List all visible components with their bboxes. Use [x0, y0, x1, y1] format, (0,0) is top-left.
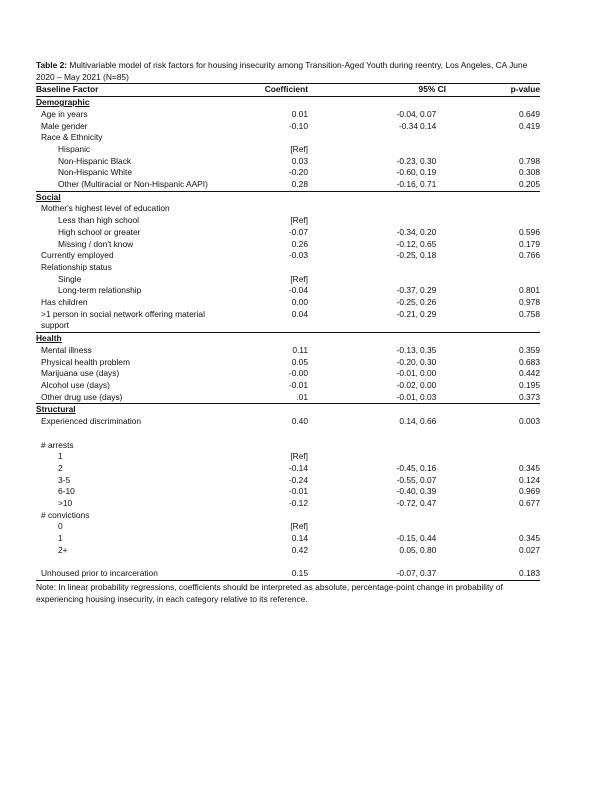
coefficient-cell: -0.03	[288, 250, 308, 261]
coefficient-cell: 0.05	[291, 356, 308, 367]
p-value-cell: 0.798	[519, 155, 540, 166]
ci-upper-cell: 0.07	[420, 108, 437, 119]
table-row	[36, 451, 540, 463]
factor-cell: Race & Ethnicity	[41, 132, 103, 143]
table-header-row	[36, 84, 540, 97]
spacer-cell	[36, 428, 540, 440]
ci-lower-cell	[318, 510, 420, 522]
table-row	[36, 227, 540, 239]
spacer-row	[36, 428, 540, 440]
p-value-cell: 0.359	[519, 344, 540, 355]
factor-cell: Mother's highest level of education	[41, 203, 170, 214]
ci-lower-cell	[318, 274, 420, 286]
ci-upper-cell	[420, 510, 448, 522]
ci-upper-cell: 0.00	[420, 379, 437, 390]
factor-cell: Physical health problem	[41, 356, 130, 367]
coefficient-cell: 0.14	[291, 533, 308, 544]
p-value-cell: 0.649	[519, 108, 540, 119]
p-value-cell: 0.677	[519, 498, 540, 509]
ci-lower-cell: -0.04,	[396, 108, 418, 119]
table-row	[36, 521, 540, 533]
factor-cell: 0	[58, 521, 63, 532]
table-row	[36, 498, 540, 510]
table-row	[36, 297, 540, 309]
factor-cell: # convictions	[41, 509, 90, 520]
ci-lower-cell: -0.40,	[396, 486, 418, 497]
table-row	[36, 568, 540, 580]
coefficient-cell: 0.40	[291, 416, 308, 427]
table-row	[36, 533, 540, 545]
factor-cell: High school or greater	[58, 226, 141, 237]
p-value-cell	[448, 132, 540, 144]
ci-upper-cell	[420, 274, 448, 286]
ci-lower-cell: -0.34,	[396, 226, 418, 237]
coefficient-cell: -0.14	[288, 462, 308, 473]
ci-lower-cell: -0.01,	[396, 368, 418, 379]
ci-upper-cell: 0.16	[420, 462, 437, 473]
p-value-cell	[448, 144, 540, 156]
ci-lower-cell: -0.72,	[396, 498, 418, 509]
ci-lower-cell	[318, 215, 420, 227]
ci-lower-cell: 0.05,	[399, 544, 418, 555]
ci-upper-cell: 0.26	[420, 297, 437, 308]
ci-lower-cell: -0.02,	[396, 379, 418, 390]
ci-upper-cell: 0.29	[420, 308, 437, 319]
factor-cell: Age in years	[41, 108, 88, 119]
ci-lower-cell: -0.60,	[396, 167, 418, 178]
table-row	[36, 167, 540, 179]
p-value-cell	[448, 440, 540, 452]
table-row	[36, 239, 540, 251]
table-caption-label: Table 2:	[36, 60, 68, 70]
table-row	[36, 368, 540, 380]
factor-cell: 1	[58, 451, 63, 462]
coefficient-cell: -0.04	[288, 285, 308, 296]
spacer-cell	[36, 557, 540, 569]
factor-cell: 3-5	[58, 474, 71, 485]
factor-cell: # arrests	[41, 439, 74, 450]
ci-lower-cell: -0.01,	[396, 391, 418, 402]
table-caption-text: Multivariable model of risk factors for housing insecurity among Transition-Aged Youth during reentry, Los Angeles, CA June 2020 – May 2021 (N=85)	[36, 60, 528, 82]
section-header: Structural	[36, 404, 540, 416]
coefficient-cell: -0.01	[288, 379, 308, 390]
coefficient-cell	[226, 262, 318, 274]
table-row	[36, 215, 540, 227]
regression-table	[36, 83, 540, 581]
ci-lower-cell	[318, 262, 420, 274]
ci-lower-cell	[318, 521, 420, 533]
factor-cell: Other drug use (days)	[41, 391, 123, 402]
ci-lower-cell: -0.37,	[396, 285, 418, 296]
coefficient-cell: 0.26	[291, 238, 308, 249]
coefficient-cell: -0.20	[288, 167, 308, 178]
table-row	[36, 274, 540, 286]
factor-cell: Alcohol use (days)	[41, 379, 110, 390]
header-p-value: p-value	[448, 84, 540, 97]
table-row	[36, 486, 540, 498]
section-header-row	[36, 191, 540, 203]
ci-lower-cell: -0.25,	[396, 297, 418, 308]
p-value-cell	[448, 510, 540, 522]
table-row	[36, 357, 540, 369]
p-value-cell	[448, 521, 540, 533]
coefficient-cell: -0.01	[288, 486, 308, 497]
ci-upper-cell: 0.03	[420, 391, 437, 402]
p-value-cell	[448, 451, 540, 463]
table-row	[36, 475, 540, 487]
ci-upper-cell: 0.37	[420, 568, 448, 580]
section-header: Demographic	[36, 97, 90, 108]
p-value-cell: 0.969	[519, 486, 540, 497]
ci-lower-cell: -0.21,	[396, 308, 418, 319]
ci-upper-cell: 0.71	[420, 179, 437, 190]
table-row	[36, 545, 540, 557]
factor-cell: Mental illness	[41, 344, 92, 355]
p-value-cell	[448, 262, 540, 274]
p-value-cell: 0.978	[519, 297, 540, 308]
coefficient-cell	[226, 510, 318, 522]
section-header: Social	[36, 191, 540, 203]
table-row	[36, 203, 540, 215]
factor-cell: Unhoused prior to incarceration	[36, 568, 226, 580]
coefficient-cell	[226, 440, 318, 452]
ci-lower-cell: -0.45,	[396, 462, 418, 473]
ci-upper-cell: 0.00	[420, 368, 437, 379]
factor-cell: Marijuana use (days)	[41, 368, 120, 379]
ci-upper-cell: 0.14	[420, 120, 437, 131]
coefficient-cell: 0.11	[292, 344, 308, 355]
factor-cell: Long-term relationship	[58, 285, 142, 296]
spacer-row	[36, 557, 540, 569]
ci-lower-cell: -0.25,	[396, 250, 418, 261]
ci-upper-cell: 0.39	[420, 486, 437, 497]
p-value-cell: 0.183	[448, 568, 540, 580]
coefficient-cell: 0.01	[291, 108, 308, 119]
ci-upper-cell	[420, 521, 448, 533]
factor-cell: Hispanic	[58, 143, 91, 154]
ci-lower-cell	[318, 132, 420, 144]
ci-lower-cell: -0.20,	[396, 356, 418, 367]
p-value-cell: 0.345	[519, 462, 540, 473]
factor-cell: >1 person in social network offering material support	[41, 308, 205, 331]
p-value-cell: 0.419	[519, 120, 540, 131]
coefficient-cell: 0.15	[226, 568, 318, 580]
coefficient-cell: .01	[296, 391, 308, 402]
p-value-cell: 0.205	[519, 179, 540, 190]
coefficient-cell: -0.07	[288, 226, 308, 237]
ci-lower-cell	[318, 451, 420, 463]
ci-lower-cell: -0.15,	[396, 533, 418, 544]
ci-lower-cell: -0.16,	[396, 179, 418, 190]
factor-cell: >10	[58, 498, 73, 509]
ci-lower-cell: -0.55,	[396, 474, 418, 485]
coefficient-cell: [Ref]	[290, 143, 308, 154]
ci-upper-cell: 0.44	[420, 533, 437, 544]
ci-upper-cell: 0.30	[420, 155, 437, 166]
factor-cell: 2	[58, 462, 63, 473]
header-baseline-factor: Baseline Factor	[36, 84, 226, 97]
p-value-cell	[448, 215, 540, 227]
section-header-row	[36, 97, 540, 109]
table-row	[36, 132, 540, 144]
ci-upper-cell: 0.20	[420, 226, 437, 237]
table-row	[36, 440, 540, 452]
p-value-cell: 0.758	[519, 308, 540, 319]
header-95-ci: 95% CI	[318, 84, 448, 97]
ci-upper-cell	[420, 440, 448, 452]
coefficient-cell: [Ref]	[290, 273, 308, 284]
factor-cell: Experienced discrimination	[41, 416, 142, 427]
coefficient-cell: 0.00	[291, 297, 308, 308]
factor-cell: Non-Hispanic White	[58, 167, 133, 178]
table-row	[36, 345, 540, 357]
coefficient-cell: [Ref]	[290, 215, 308, 226]
factor-cell: Single	[58, 273, 82, 284]
factor-cell: 2+	[58, 544, 68, 555]
ci-lower-cell: -0.12,	[396, 238, 418, 249]
table-note: Note: In linear probability regressions, coefficients should be interpreted as absolute, percentage-point change in probability of experiencing housing insecurity, in each category relative to its reference.	[36, 581, 503, 604]
factor-cell: 6-10	[58, 486, 75, 497]
header-coefficient: Coefficient	[226, 84, 318, 97]
p-value-cell: 0.596	[519, 226, 540, 237]
ci-upper-cell: 0.18	[420, 250, 437, 261]
table-row	[36, 392, 540, 404]
ci-lower-cell	[318, 203, 420, 215]
p-value-cell: 0.195	[519, 379, 540, 390]
ci-lower-cell: -0.23,	[396, 155, 418, 166]
ci-upper-cell: 0.19	[420, 167, 437, 178]
section-header-row	[36, 404, 540, 416]
coefficient-cell	[226, 132, 318, 144]
ci-lower-cell	[318, 144, 420, 156]
factor-cell: Missing / don't know	[58, 238, 134, 249]
p-value-cell: 0.801	[519, 285, 540, 296]
factor-cell: Relationship status	[41, 261, 112, 272]
factor-cell: Male gender	[41, 120, 88, 131]
ci-upper-cell: 0.65	[420, 238, 437, 249]
ci-upper-cell	[420, 215, 448, 227]
ci-upper-cell	[420, 203, 448, 215]
coefficient-cell	[226, 203, 318, 215]
table-row	[36, 262, 540, 274]
p-value-cell: 0.442	[519, 368, 540, 379]
p-value-cell: 0.345	[519, 533, 540, 544]
ci-upper-cell: 0.80	[420, 544, 437, 555]
table-row	[36, 510, 540, 522]
ci-upper-cell: 0.07	[420, 474, 437, 485]
coefficient-cell: [Ref]	[290, 451, 308, 462]
p-value-cell: 0.683	[519, 356, 540, 367]
factor-cell: Currently employed	[41, 250, 114, 261]
coefficient-cell: -0.00	[288, 368, 308, 379]
document-page	[36, 60, 540, 605]
p-value-cell	[448, 274, 540, 286]
factor-cell: Non-Hispanic Black	[58, 155, 132, 166]
ci-upper-cell	[420, 262, 448, 274]
table-caption	[36, 60, 540, 83]
p-value-cell: 0.373	[519, 391, 540, 402]
ci-upper-cell: 0.30	[420, 356, 437, 367]
table-body	[36, 97, 540, 581]
ci-upper-cell: 0.47	[420, 498, 437, 509]
ci-upper-cell: 0.29	[420, 285, 437, 296]
ci-upper-cell: 0.66	[420, 416, 437, 427]
table-row	[36, 250, 540, 262]
ci-lower-cell: -0.34	[398, 120, 418, 131]
p-value-cell: 0.027	[519, 544, 540, 555]
table-row	[36, 416, 540, 428]
ci-upper-cell: 0.35	[420, 344, 437, 355]
table-row	[36, 285, 540, 297]
p-value-cell: 0.179	[519, 238, 540, 249]
factor-cell: 1	[58, 533, 63, 544]
coefficient-cell: 0.28	[291, 179, 308, 190]
coefficient-cell: -0.10	[288, 120, 308, 131]
coefficient-cell: 0.03	[291, 155, 308, 166]
table-row	[36, 309, 540, 333]
table-row	[36, 121, 540, 133]
table-row	[36, 179, 540, 191]
table-row	[36, 463, 540, 475]
p-value-cell: 0.003	[519, 416, 540, 427]
table-row	[36, 156, 540, 168]
section-header: Health	[36, 333, 540, 345]
ci-upper-cell	[420, 132, 448, 144]
ci-lower-cell: 0.14,	[399, 416, 418, 427]
coefficient-cell: [Ref]	[290, 521, 308, 532]
factor-cell: Has children	[41, 297, 88, 308]
factor-cell: Less than high school	[58, 215, 140, 226]
ci-lower-cell	[318, 440, 420, 452]
coefficient-cell: -0.12	[288, 498, 308, 509]
section-header-row	[36, 333, 540, 345]
coefficient-cell: 0.04	[291, 308, 308, 319]
table-row	[36, 144, 540, 156]
p-value-cell: 0.124	[519, 474, 540, 485]
coefficient-cell: 0.42	[291, 544, 308, 555]
p-value-cell: 0.308	[519, 167, 540, 178]
table-row	[36, 109, 540, 121]
ci-lower-cell: -0.07,	[318, 568, 420, 580]
ci-upper-cell	[420, 144, 448, 156]
ci-lower-cell: -0.13,	[396, 344, 418, 355]
coefficient-cell: -0.24	[288, 474, 308, 485]
table-row	[36, 380, 540, 392]
factor-cell: Other (Multiracial or Non-Hispanic AAPI)	[58, 179, 208, 190]
p-value-cell	[448, 203, 540, 215]
p-value-cell: 0.766	[519, 250, 540, 261]
ci-upper-cell	[420, 451, 448, 463]
